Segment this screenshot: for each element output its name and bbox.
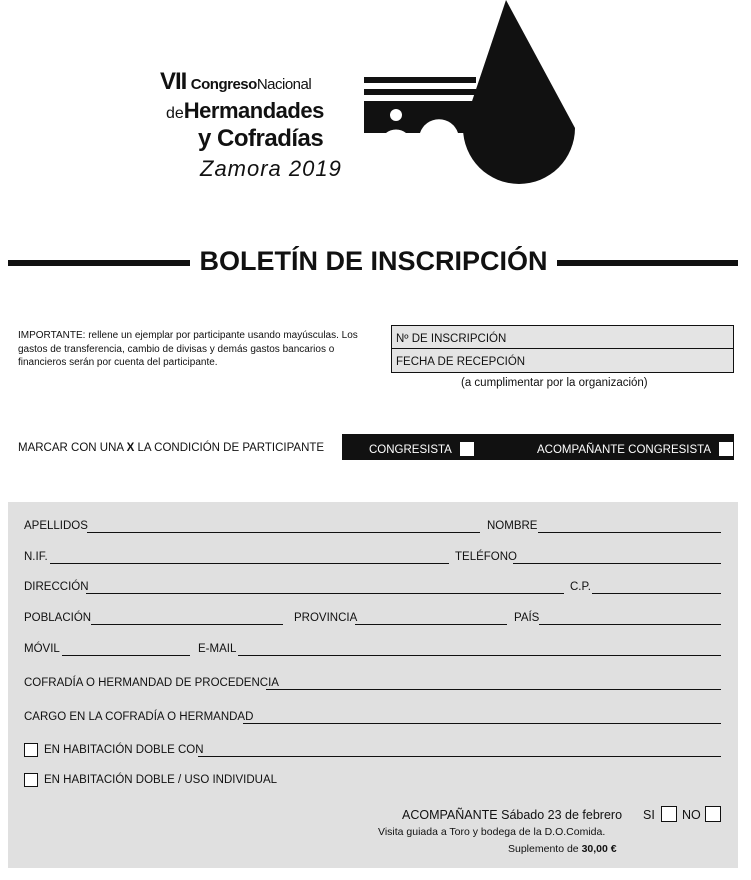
direccion-field[interactable] [86,593,564,594]
title-rule-right [557,260,738,266]
poblacion-field[interactable] [91,624,283,625]
suplemento-line [508,843,617,855]
no-checkbox[interactable] [705,806,721,822]
logo-hermandades: Hermandades [183,98,324,123]
option-acompanante [537,442,733,456]
acompanante-checkbox[interactable] [719,442,733,456]
congresista-checkbox[interactable] [460,442,474,456]
logo-line-1 [160,68,311,96]
cp-label: C.P. [570,581,591,593]
logo-line-3: y Cofradías [198,125,324,152]
condition-suffix: LA CONDICIÓN DE PARTICIPANTE [137,442,325,454]
email-label: E-MAIL [198,643,237,655]
email-field[interactable] [238,655,721,656]
telefono-field[interactable] [513,563,721,564]
nif-field[interactable] [50,563,449,564]
habitacion-doble-label: EN HABITACIÓN DOBLE CON [44,744,204,756]
apellidos-field[interactable] [87,532,480,533]
provincia-field[interactable] [355,624,507,625]
no-label: NO [682,808,701,822]
acompanante-line [402,808,622,822]
logo-emblem-icon [360,0,580,190]
nombre-field[interactable] [538,532,721,533]
movil-field[interactable] [62,655,190,656]
direccion-label: DIRECCIÓN [24,581,89,593]
logo-de: de [166,105,184,122]
cargo-label: CARGO EN LA COFRADÍA O HERMANDAD [24,711,254,723]
logo-congreso: Congreso [190,76,257,93]
page-title: BOLETÍN DE INSCRIPCIÓN [199,246,548,276]
condition-x: X [126,442,135,454]
condition-instruction [18,442,324,454]
telefono-label: TELÉFONO [455,551,517,563]
cargo-field[interactable] [243,723,721,724]
nif-label: N.IF. [24,551,48,563]
registration-number-field[interactable]: Nº DE INSCRIPCIÓN [392,326,733,349]
reception-date-field[interactable]: FECHA DE RECEPCIÓN [396,356,526,368]
cp-field[interactable] [592,593,721,594]
logo-line-4: Zamora 2019 [200,156,342,181]
suplemento-price: 30,00 € [581,843,617,855]
cofradia-field[interactable] [266,689,721,690]
habitacion-doble-checkbox[interactable] [24,743,38,757]
acompanante-label: ACOMPAÑANTE [402,808,498,822]
pais-field[interactable] [539,624,721,625]
habitacion-individual-label: EN HABITACIÓN DOBLE / USO INDIVIDUAL [44,774,278,786]
poblacion-label: POBLACIÓN [24,612,92,624]
option-acompanante-label: ACOMPAÑANTE CONGRESISTA [537,444,712,456]
logo-line-2 [166,98,324,124]
suplemento-label: Suplemento de [508,843,579,855]
apellidos-label: APELLIDOS [24,520,88,532]
logo-roman: VII [160,68,187,95]
si-label: SI [643,808,655,822]
provincia-label: PROVINCIA [294,612,358,624]
organization-box [391,325,734,373]
organization-note: (a cumplimentar por la organización) [461,377,648,389]
habitacion-doble-field[interactable] [198,756,721,757]
acompanante-date: Sábado 23 de febrero [501,808,623,822]
option-congresista-label: CONGRESISTA [369,444,452,456]
habitacion-individual-checkbox[interactable] [24,773,38,787]
cofradia-label: COFRADÍA O HERMANDAD DE PROCEDENCIA [24,677,279,689]
si-checkbox[interactable] [661,806,677,822]
option-congresista [369,442,474,456]
pais-label: PAÍS [514,612,540,624]
nombre-label: NOMBRE [487,520,538,532]
movil-label: MÓVIL [24,643,60,655]
condition-prefix: MARCAR CON UNA [18,442,124,454]
visit-text: Visita guiada a Toro y bodega de la D.O.Comida. [378,826,606,838]
title-rule-left [8,260,190,266]
important-note: IMPORTANTE: rellene un ejemplar por participante usando mayúsculas. Los gastos de transferencia, cambio de divisas y demás gastos bancarios o financieros serán por cuenta del participante. [18,330,358,368]
logo-nacional: Nacional [256,76,312,93]
condition-bar [342,434,734,460]
